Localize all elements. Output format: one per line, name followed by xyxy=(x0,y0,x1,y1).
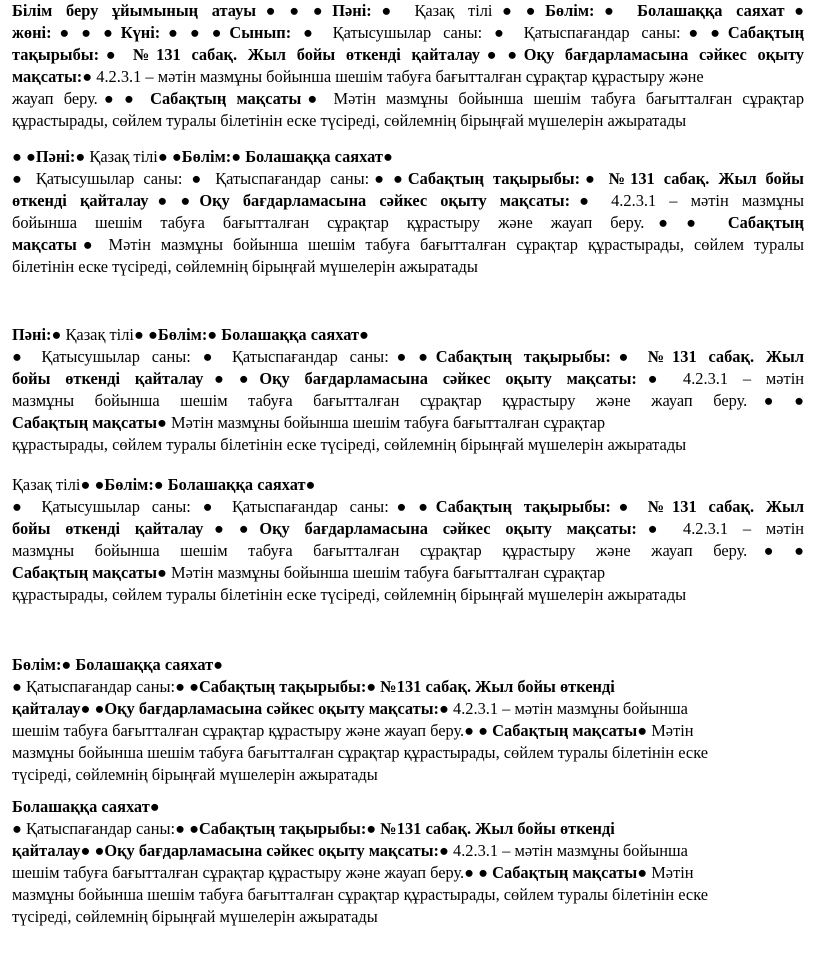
bullet-icon: ● xyxy=(464,721,475,740)
text-line xyxy=(12,0,804,22)
bold-text: Сабақтың мақсаты xyxy=(12,413,158,432)
text-run: түсіреді, сөйлемнің бірыңғай мүшелерін ажыратады xyxy=(12,765,378,784)
bullet-icon: ● xyxy=(194,497,221,516)
bullet-icon: ● xyxy=(12,147,22,166)
bold-text: Бөлім: xyxy=(181,147,232,166)
bold-text: Күні: xyxy=(120,23,161,42)
bullet-icon: ● xyxy=(580,169,600,188)
bullet-icon: ● xyxy=(393,169,408,188)
bullet-icon: ● xyxy=(51,23,78,42)
bullet-icon: ● xyxy=(153,475,164,494)
text-line xyxy=(12,474,804,496)
text-run: мазмұны бойынша шешім табуға бағытталған сұрақтар құрастыру және жауап беру. xyxy=(12,541,748,560)
text-run: құрастырады, сөйлем туралы білетінін еске түсіреді, сөйлемнің бірыңғай мүшелерін ажыратады xyxy=(12,435,687,454)
bullet-icon: ● xyxy=(157,413,167,432)
bold-text: қайталау xyxy=(12,699,81,718)
bullet-icon: ● xyxy=(12,169,27,188)
text-run: Қазақ тілі xyxy=(85,147,158,166)
bold-text: Сабақтың мақсаты xyxy=(488,721,638,740)
text-run: Қатыспағандар саны: xyxy=(21,677,176,696)
bullet-icon: ● xyxy=(157,147,168,166)
lesson-block-2 xyxy=(12,146,804,278)
bold-text: Сабақтың мақсаты xyxy=(488,863,638,882)
bold-text: Оқу бағдарламасына сәйкес оқыту мақсаты: xyxy=(104,699,439,718)
bold-text: Бөлім: xyxy=(545,1,595,20)
bullet-icon: ● xyxy=(747,541,791,560)
bold-text: Оқу бағдарламасына сәйкес оқыту мақсаты: xyxy=(104,841,439,860)
bullet-icon: ● xyxy=(171,147,182,166)
text-run: 4.2.3.1 – мәтін мазмұны бойынша шешім табуға бағытталған сұрақтар құрастыру және xyxy=(92,67,704,86)
text-line xyxy=(12,168,804,190)
bullet-icon: ● xyxy=(99,45,123,64)
lesson-block-3 xyxy=(12,324,804,456)
bullet-icon: ● xyxy=(211,23,230,42)
bold-text: қайталау xyxy=(12,841,81,860)
bullet-icon: ● xyxy=(180,191,200,210)
bullet-icon: ● xyxy=(80,841,91,860)
text-run: мазмұны бойынша шешім табуға бағытталған сұрақтар құрастырады, сөйлем туралы білетінін еске xyxy=(12,885,709,904)
text-run: құрастырады, сөйлем туралы білетінін еске түсіреді, сөйлемнің бірыңғай мүшелерін ажыратады xyxy=(12,585,687,604)
text-line xyxy=(12,190,804,212)
text-run: 4.2.3.1 – мәтін мазмұны бойынша xyxy=(448,841,688,860)
text-line xyxy=(12,796,804,818)
bullet-icon: ● xyxy=(102,23,121,42)
text-line xyxy=(12,66,804,88)
bullet-icon: ● xyxy=(80,699,91,718)
bold-text: Сабақтың тақырыбы: xyxy=(435,497,611,516)
bold-text: Оқу бағдарламасына сәйкес оқыту xyxy=(523,45,805,64)
bullet-icon: ● xyxy=(238,369,260,388)
bold-text: бойы өткенді қайталау xyxy=(12,369,204,388)
bullet-icon: ● xyxy=(207,325,218,344)
text-run: шешім табуға бағытталған сұрақтар құрастыру және жауап беру. xyxy=(12,721,465,740)
text-run: Қатысушылар саны: xyxy=(29,347,191,366)
text-line xyxy=(12,654,804,676)
bullet-icon: ● xyxy=(507,45,524,64)
bullet-icon: ● xyxy=(123,89,140,108)
text-run: Мәтін мазмұны бойынша шешім табуға бағытталған сұрақтар құрастырады, сөйлем туралы xyxy=(98,235,804,254)
text-run: Қатыспағандар саны: xyxy=(220,347,389,366)
bold-text: Пәні: xyxy=(332,1,372,20)
bullet-icon: ● xyxy=(289,1,309,20)
text-line xyxy=(12,764,804,786)
bullet-icon: ● xyxy=(784,1,804,20)
bullet-icon: ● xyxy=(76,235,99,254)
bullet-icon: ● xyxy=(175,819,185,838)
bold-text: Сабақтың мақсаты xyxy=(12,563,158,582)
text-line xyxy=(12,390,804,412)
bullet-icon: ● xyxy=(301,89,324,108)
text-run: Қатысушылар саны: xyxy=(29,497,191,516)
bullet-icon: ● xyxy=(439,699,449,718)
bullet-icon: ● xyxy=(610,497,637,516)
bullet-icon: ● xyxy=(61,655,72,674)
lesson-block-6 xyxy=(12,796,804,928)
bullet-icon: ● xyxy=(147,325,158,344)
bold-text: Сабақтың xyxy=(727,23,805,42)
text-run: білетінін еске түсіреді, сөйлемнің бірыңғай мүшелерін ажыратады xyxy=(12,257,478,276)
bold-text: №131 сабақ. Жыл xyxy=(636,347,805,366)
text-run: Қатыспағандар саны: xyxy=(220,497,389,516)
bullet-icon: ● xyxy=(366,819,377,838)
bullet-icon: ● xyxy=(388,497,415,516)
bullet-icon: ● xyxy=(366,677,377,696)
bullet-icon: ● xyxy=(94,841,105,860)
text-run: Қатысушылар саны: xyxy=(320,23,483,42)
text-line xyxy=(12,742,804,764)
text-line xyxy=(12,368,804,390)
bullet-icon: ● xyxy=(570,191,598,210)
bullet-icon: ● xyxy=(97,89,120,108)
bullet-icon: ● xyxy=(12,347,30,366)
bullet-icon: ● xyxy=(80,475,91,494)
bullet-icon: ● xyxy=(94,475,105,494)
bold-text: Болашаққа саяхат xyxy=(12,797,150,816)
bullet-icon: ● xyxy=(418,347,436,366)
text-run: мазмұны бойынша шешім табуға бағытталған сұрақтар құрастыру және жауап беру. xyxy=(12,391,748,410)
bullet-icon: ● xyxy=(610,347,637,366)
bullet-icon: ● xyxy=(189,677,199,696)
bullet-icon: ● xyxy=(636,369,669,388)
bullet-icon: ● xyxy=(439,841,449,860)
bullet-icon: ● xyxy=(213,655,224,674)
bold-text: Білім беру ұйымының атауы xyxy=(12,1,257,20)
bullet-icon: ● xyxy=(26,147,36,166)
bullet-icon: ● xyxy=(12,819,22,838)
bullet-icon: ● xyxy=(525,1,546,20)
bold-text: тақырыбы: xyxy=(12,45,100,64)
text-line xyxy=(12,906,804,928)
text-run: 4.2.3.1 – мәтін мазмұны xyxy=(598,191,804,210)
text-line xyxy=(12,698,804,720)
bullet-icon: ● xyxy=(312,1,333,20)
text-run: Қазақ тілі xyxy=(61,325,134,344)
text-line xyxy=(12,496,804,518)
text-run: бойынша шешім табуға бағытталған сұрақтар құрастыру және жауап беру. xyxy=(12,213,645,232)
text-run: 4.2.3.1 – мәтін мазмұны бойынша xyxy=(448,699,688,718)
bold-text: өткенді қайталау xyxy=(12,191,149,210)
bullet-icon: ● xyxy=(492,1,522,20)
text-line xyxy=(12,88,804,110)
bold-text: жөні: xyxy=(12,23,52,42)
bullet-icon: ● xyxy=(12,497,30,516)
text-run: Қазақ тілі xyxy=(400,1,493,20)
bullet-icon: ● xyxy=(51,325,62,344)
bold-text: бойы өткенді қайталау xyxy=(12,519,204,538)
lesson-block-1 xyxy=(12,0,804,132)
bullet-icon: ● xyxy=(479,45,504,64)
text-line xyxy=(12,22,804,44)
bold-text: №131 сабақ. Жыл бойы өткенді қайталау xyxy=(122,45,480,64)
text-line xyxy=(12,676,804,698)
text-run: түсіреді, сөйлемнің бірыңғай мүшелерін ажыратады xyxy=(12,907,378,926)
text-line xyxy=(12,884,804,906)
bullet-icon: ● xyxy=(747,391,791,410)
bullet-icon: ● xyxy=(231,147,242,166)
bullet-icon: ● xyxy=(295,23,321,42)
bold-text: №131 сабақ. Жыл бойы xyxy=(599,169,804,188)
text-run: Қазақ тілі xyxy=(12,475,81,494)
bullet-icon: ● xyxy=(636,519,669,538)
bold-text: Сынып: xyxy=(229,23,292,42)
bullet-icon: ● xyxy=(189,23,208,42)
bullet-icon: ● xyxy=(75,147,86,166)
bullet-icon: ● xyxy=(382,147,393,166)
bullet-icon: ● xyxy=(203,519,235,538)
bullet-icon: ● xyxy=(478,863,489,882)
text-run: Қатыспағандар саны: xyxy=(511,23,681,42)
bold-text: Бөлім: xyxy=(104,475,154,494)
bold-text: Болашаққа саяхат xyxy=(163,475,306,494)
lesson-block-4 xyxy=(12,474,804,606)
bullet-icon: ● xyxy=(486,23,512,42)
bold-text: Оқу бағдарламасына сәйкес оқыту мақсаты: xyxy=(259,519,637,538)
bullet-icon: ● xyxy=(369,169,389,188)
bold-text: Сабақтың тақырыбы: xyxy=(198,819,367,838)
bold-text: Сабақтың мақсаты xyxy=(139,89,302,108)
text-line xyxy=(12,720,804,742)
bullet-icon: ● xyxy=(686,213,710,232)
bullet-icon: ● xyxy=(82,67,93,86)
text-line xyxy=(12,212,804,234)
bullet-icon: ● xyxy=(94,699,105,718)
bold-text: Сабақтың тақырыбы: xyxy=(435,347,611,366)
bold-text: Сабақтың тақырыбы: xyxy=(198,677,367,696)
bullet-icon: ● xyxy=(81,23,99,42)
bullet-icon: ● xyxy=(418,497,436,516)
text-run: құрастырады, сөйлем туралы білетінін еске түсіреді, сөйлемнің бірыңғай мүшелерін ажыратады xyxy=(12,111,687,130)
bold-text: Пәні: xyxy=(35,147,76,166)
bullet-icon: ● xyxy=(305,475,316,494)
bold-text: Оқу бағдарламасына сәйкес оқыту мақсаты: xyxy=(199,191,571,210)
text-run: Қатыспағандар саны: xyxy=(206,169,370,188)
text-line xyxy=(12,412,804,434)
bullet-icon: ● xyxy=(464,863,475,882)
bullet-icon: ● xyxy=(189,819,199,838)
bold-text: Болашаққа саяхат xyxy=(241,147,383,166)
bullet-icon: ● xyxy=(256,1,286,20)
bullet-icon: ● xyxy=(388,347,415,366)
text-line xyxy=(12,840,804,862)
bullet-icon: ● xyxy=(371,1,401,20)
bold-text: Оқу бағдарламасына сәйкес оқыту мақсаты: xyxy=(259,369,637,388)
text-line xyxy=(12,346,804,368)
bullet-icon: ● xyxy=(637,863,648,882)
bold-text: мақсаты: xyxy=(12,67,83,86)
text-run: Мәтін xyxy=(647,863,694,882)
text-line xyxy=(12,562,804,584)
text-run: Мәтін мазмұны бойынша шешім табуға бағытталған сұрақтар xyxy=(166,563,606,582)
bold-text: №131 сабақ. Жыл бойы өткенді xyxy=(376,677,615,696)
text-run: Мәтін мазмұны бойынша шешім табуға бағытталған сұрақтар xyxy=(166,413,606,432)
bullet-icon: ● xyxy=(478,721,489,740)
text-line xyxy=(12,862,804,884)
bullet-icon: ● xyxy=(133,325,144,344)
bullet-icon: ● xyxy=(160,23,186,42)
bullet-icon: ● xyxy=(194,347,221,366)
bullet-icon: ● xyxy=(794,391,805,410)
bullet-icon: ● xyxy=(794,541,805,560)
text-line xyxy=(12,234,804,256)
text-run: мазмұны бойынша шешім табуға бағытталған сұрақтар құрастырады, сөйлем туралы білетінін еске xyxy=(12,743,709,762)
text-line xyxy=(12,818,804,840)
bold-text: Сабақтың xyxy=(709,213,804,232)
text-line xyxy=(12,518,804,540)
text-run: Қатысушылар саны: xyxy=(26,169,183,188)
text-run: Мәтін xyxy=(647,721,694,740)
bold-text: Бөлім: xyxy=(12,655,62,674)
bullet-icon: ● xyxy=(594,1,624,20)
text-run: 4.2.3.1 – мәтін xyxy=(668,369,805,388)
text-line xyxy=(12,434,804,456)
bold-text: Болашаққа саяхат xyxy=(217,325,360,344)
bullet-icon: ● xyxy=(637,721,648,740)
bullet-icon: ● xyxy=(359,325,369,344)
bold-text: мақсаты xyxy=(12,235,77,254)
bullet-icon: ● xyxy=(710,23,728,42)
text-run: шешім табуға бағытталған сұрақтар құрастыру және жауап беру. xyxy=(12,863,465,882)
bold-text: №131 сабақ. Жыл бойы өткенді xyxy=(376,819,615,838)
bullet-icon: ● xyxy=(238,519,260,538)
bullet-icon: ● xyxy=(203,369,235,388)
bold-text: Болашаққа саяхат xyxy=(623,1,785,20)
text-run: Қатыспағандар саны: xyxy=(21,819,176,838)
bullet-icon: ● xyxy=(680,23,707,42)
text-line xyxy=(12,146,804,168)
text-line xyxy=(12,540,804,562)
bullet-icon: ● xyxy=(157,563,167,582)
text-line xyxy=(12,110,804,132)
lesson-block-5 xyxy=(12,654,804,786)
bold-text: №131 сабақ. Жыл xyxy=(636,497,805,516)
text-line xyxy=(12,324,804,346)
bullet-icon: ● xyxy=(149,797,160,816)
text-line xyxy=(12,584,804,606)
text-line xyxy=(12,44,804,66)
bullet-icon: ● xyxy=(175,677,185,696)
text-run: жауап беру. xyxy=(12,89,98,108)
bullet-icon: ● xyxy=(186,169,207,188)
bold-text: Бөлім: xyxy=(157,325,208,344)
text-line xyxy=(12,256,804,278)
bold-text: Сабақтың тақырыбы: xyxy=(407,169,581,188)
bullet-icon: ● xyxy=(148,191,177,210)
bold-text: Болашаққа саяхат xyxy=(71,655,214,674)
text-run: 4.2.3.1 – мәтін xyxy=(668,519,805,538)
bold-text: Пәні: xyxy=(12,325,52,344)
bullet-icon: ● xyxy=(644,213,682,232)
bullet-icon: ● xyxy=(12,677,22,696)
text-run: Мәтін мазмұны бойынша шешім табуға бағытталған сұрақтар xyxy=(323,89,805,108)
